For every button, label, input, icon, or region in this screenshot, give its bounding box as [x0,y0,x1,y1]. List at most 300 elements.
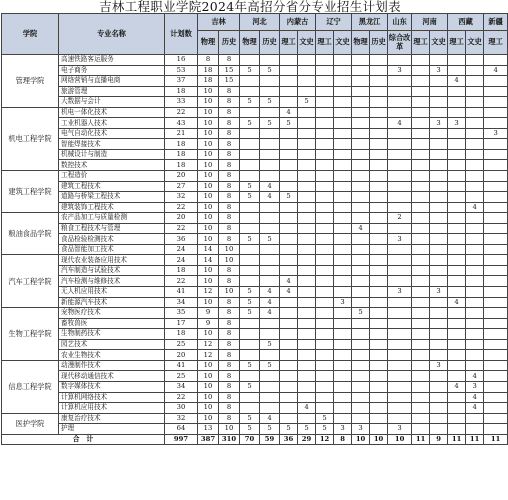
quota-cell [280,65,298,76]
plan-count-cell: 18 [165,265,198,276]
quota-cell [334,392,352,403]
quota-cell [370,213,388,224]
quota-cell [280,55,298,66]
quota-cell: 5 [280,192,298,203]
quota-cell: 5 [240,413,260,424]
quota-cell [298,392,316,403]
quota-cell: 3 [388,424,412,435]
quota-cell [280,86,298,97]
quota-cell [388,360,412,371]
quota-cell [316,329,334,340]
quota-cell [448,287,466,298]
quota-cell [298,181,316,192]
quota-cell [430,97,448,108]
quota-cell [412,255,430,266]
quota-cell: 4 [280,287,298,298]
quota-cell: 3 [430,360,448,371]
quota-cell: 12 [198,339,219,350]
table-row [2,55,508,66]
plan-count-header: 计划数 [165,14,198,55]
quota-cell [316,234,334,245]
quota-cell [298,192,316,203]
quota-cell [430,139,448,150]
quota-cell [388,255,412,266]
quota-cell: 5 [280,118,298,129]
quota-cell [448,413,466,424]
quota-cell [466,350,484,361]
quota-cell [240,55,260,66]
quota-cell [298,107,316,118]
quota-cell [484,181,508,192]
major-header: 专业名称 [59,14,165,55]
quota-cell [466,244,484,255]
subject-header: 历史 [260,31,280,55]
quota-cell [352,350,370,361]
table-row [2,287,508,298]
province-header: 河北 [240,14,280,31]
quota-cell [430,149,448,160]
quota-cell [484,339,508,350]
quota-cell [352,202,370,213]
quota-cell [484,255,508,266]
plan-count-cell: 32 [165,192,198,203]
quota-cell: 8 [219,55,240,66]
subject-header: 历史 [370,31,388,55]
quota-cell [466,128,484,139]
quota-cell [430,202,448,213]
quota-cell [280,329,298,340]
quota-cell [466,55,484,66]
quota-cell: 10 [198,371,219,382]
quota-cell [370,55,388,66]
quota-cell [412,139,430,150]
quota-cell: 8 [219,403,240,414]
quota-cell [448,160,466,171]
quota-cell [466,308,484,319]
table-row [2,118,508,129]
quota-cell [412,244,430,255]
quota-cell [334,171,352,182]
quota-cell [484,149,508,160]
quota-cell [260,265,280,276]
quota-cell [280,128,298,139]
table-row [2,297,508,308]
quota-cell: 4 [260,192,280,203]
quota-cell [412,265,430,276]
quota-cell [412,65,430,76]
quota-cell [240,371,260,382]
quota-cell: 10 [198,118,219,129]
province-header: 西藏 [448,14,484,31]
major-cell: 旅游管理 [59,86,165,97]
quota-cell [352,160,370,171]
quota-cell: 8 [219,297,240,308]
quota-cell [316,213,334,224]
quota-cell [280,381,298,392]
quota-cell: 3 [352,424,370,435]
quota-cell [430,297,448,308]
table-row [2,234,508,245]
plan-count-cell: 20 [165,171,198,182]
total-label: 合 计 [2,434,165,445]
subject-header: 文史 [334,31,352,55]
quota-cell [388,202,412,213]
quota-cell: 8 [219,213,240,224]
quota-cell [240,76,260,87]
quota-cell [260,160,280,171]
table-row [2,371,508,382]
quota-cell [484,97,508,108]
quota-cell [370,413,388,424]
quota-cell [448,371,466,382]
quota-cell: 8 [219,118,240,129]
quota-cell [430,213,448,224]
quota-cell: 5 [260,339,280,350]
quota-cell: 18 [198,65,219,76]
table-row [2,265,508,276]
quota-cell [370,403,388,414]
major-cell: 机械设计与制造 [59,149,165,160]
quota-cell: 10 [198,223,219,234]
quota-cell [240,160,260,171]
quota-cell: 10 [198,297,219,308]
quota-cell [466,76,484,87]
quota-cell [316,139,334,150]
table-row [2,223,508,234]
plan-count-cell: 43 [165,118,198,129]
quota-cell [298,139,316,150]
quota-cell [298,128,316,139]
quota-cell [240,276,260,287]
plan-count-cell: 53 [165,65,198,76]
quota-cell [334,403,352,414]
quota-cell [352,392,370,403]
major-cell: 粮食工程技术与管理 [59,223,165,234]
major-cell: 现代农业装备应用技术 [59,255,165,266]
quota-cell [484,318,508,329]
quota-cell [280,149,298,160]
quota-cell [370,65,388,76]
quota-cell [280,360,298,371]
plan-count-cell: 25 [165,371,198,382]
quota-cell [370,381,388,392]
college-cell: 医护学院 [2,413,59,434]
subject-header: 综合改革 [388,31,412,55]
quota-cell [412,86,430,97]
quota-cell [448,276,466,287]
enrollment-plan-table [1,13,508,445]
quota-cell: 5 [240,192,260,203]
quota-cell [240,318,260,329]
quota-cell [280,308,298,319]
plan-count-cell: 34 [165,381,198,392]
major-cell: 畜牧兽医 [59,318,165,329]
major-cell: 康复治疗技术 [59,413,165,424]
quota-cell [280,139,298,150]
major-cell: 工程造价 [59,171,165,182]
quota-cell: 5 [316,424,334,435]
table-row [2,202,508,213]
quota-cell [412,297,430,308]
quota-cell [370,424,388,435]
quota-cell [430,424,448,435]
quota-cell [334,202,352,213]
table-row [2,403,508,414]
quota-cell: 3 [466,381,484,392]
quota-cell [370,234,388,245]
quota-cell: 4 [260,308,280,319]
quota-cell [334,255,352,266]
quota-cell [466,97,484,108]
table-row [2,424,508,435]
quota-cell: 5 [240,287,260,298]
quota-cell: 8 [219,381,240,392]
quota-cell: 5 [298,424,316,435]
quota-cell [260,244,280,255]
quota-cell [484,244,508,255]
quota-cell: 5 [260,360,280,371]
quota-cell [388,97,412,108]
quota-cell [260,202,280,213]
table-row [2,192,508,203]
quota-cell: 5 [240,297,260,308]
quota-cell: 12 [198,350,219,361]
quota-cell [466,360,484,371]
quota-cell [352,265,370,276]
table-row [2,276,508,287]
quota-cell [388,403,412,414]
quota-cell [334,149,352,160]
college-cell: 粮油食品学院 [2,213,59,255]
quota-cell [316,350,334,361]
quota-cell [370,192,388,203]
table-row [2,381,508,392]
quota-cell [412,318,430,329]
quota-cell [466,318,484,329]
quota-cell [448,392,466,403]
quota-cell [280,350,298,361]
quota-cell [316,371,334,382]
quota-cell: 4 [448,76,466,87]
quota-cell [334,371,352,382]
quota-cell [352,118,370,129]
quota-cell: 8 [219,149,240,160]
quota-cell: 8 [219,97,240,108]
quota-cell [412,118,430,129]
quota-cell: 4 [260,181,280,192]
quota-cell [280,244,298,255]
quota-cell [484,371,508,382]
quota-cell [334,181,352,192]
quota-cell: 10 [219,255,240,266]
quota-cell [260,318,280,329]
quota-cell [448,139,466,150]
quota-cell [334,276,352,287]
quota-cell [334,234,352,245]
quota-cell [448,213,466,224]
quota-cell [316,65,334,76]
college-header: 学院 [2,14,59,55]
quota-cell [334,223,352,234]
quota-cell [430,192,448,203]
quota-cell [484,329,508,340]
quota-cell [448,265,466,276]
quota-cell [370,318,388,329]
quota-cell [334,107,352,118]
quota-cell [388,128,412,139]
quota-cell [388,139,412,150]
quota-cell [352,255,370,266]
quota-cell [412,192,430,203]
major-cell: 机电一体化技术 [59,107,165,118]
subject-header: 文史 [466,31,484,55]
quota-cell [240,244,260,255]
quota-cell [298,360,316,371]
college-cell: 建筑工程学院 [2,171,59,213]
quota-cell [430,329,448,340]
quota-cell [484,171,508,182]
quota-cell [412,223,430,234]
quota-cell: 10 [219,287,240,298]
quota-cell [240,350,260,361]
total-cell: 11 [484,434,508,445]
quota-cell [430,381,448,392]
quota-cell [448,181,466,192]
plan-count-cell: 17 [165,318,198,329]
quota-cell [388,244,412,255]
quota-cell [280,371,298,382]
quota-cell: 3 [388,65,412,76]
quota-cell [448,171,466,182]
quota-cell [412,128,430,139]
quota-cell: 8 [219,350,240,361]
quota-cell [430,308,448,319]
quota-cell: 10 [198,97,219,108]
quota-cell [484,350,508,361]
quota-cell [370,107,388,118]
quota-cell [298,381,316,392]
subject-header: 物理 [198,31,219,55]
quota-cell [334,339,352,350]
quota-cell: 8 [219,107,240,118]
quota-cell: 8 [219,160,240,171]
major-cell: 智能焊接技术 [59,139,165,150]
quota-cell [448,329,466,340]
quota-cell [352,287,370,298]
quota-cell [280,413,298,424]
quota-cell [334,318,352,329]
quota-cell [240,107,260,118]
quota-cell [388,223,412,234]
quota-cell [388,308,412,319]
quota-cell [448,107,466,118]
quota-cell [448,308,466,319]
quota-cell: 9 [198,318,219,329]
quota-cell [334,128,352,139]
quota-cell [352,181,370,192]
quota-cell [466,139,484,150]
quota-cell [280,202,298,213]
quota-cell: 18 [198,76,219,87]
quota-cell [280,255,298,266]
quota-cell: 10 [198,160,219,171]
quota-cell [240,339,260,350]
quota-cell: 4 [260,287,280,298]
quota-cell [352,276,370,287]
quota-cell [240,403,260,414]
quota-cell [316,308,334,319]
quota-cell [298,118,316,129]
quota-cell [334,329,352,340]
quota-cell [412,308,430,319]
quota-cell [412,55,430,66]
quota-cell [370,160,388,171]
quota-cell [484,86,508,97]
quota-cell [316,403,334,414]
subject-header: 物理 [352,31,370,55]
quota-cell: 4 [280,276,298,287]
quota-cell [430,223,448,234]
plan-count-cell: 32 [165,413,198,424]
quota-cell [430,107,448,118]
province-header: 辽宁 [316,14,352,31]
quota-cell: 10 [198,107,219,118]
quota-cell: 14 [198,244,219,255]
quota-cell [448,55,466,66]
quota-cell [370,329,388,340]
quota-cell [448,223,466,234]
quota-cell [352,86,370,97]
quota-cell: 10 [219,244,240,255]
plan-count-cell: 35 [165,308,198,319]
table-row [2,171,508,182]
quota-cell: 8 [219,128,240,139]
quota-cell [388,339,412,350]
quota-cell [448,65,466,76]
quota-cell [484,287,508,298]
major-cell: 农业生物技术 [59,350,165,361]
quota-cell [484,160,508,171]
total-cell: 10 [370,434,388,445]
quota-cell: 8 [219,86,240,97]
quota-cell [412,392,430,403]
plan-count-cell: 18 [165,139,198,150]
quota-cell [298,308,316,319]
quota-cell: 8 [219,360,240,371]
quota-cell [484,139,508,150]
quota-cell [388,297,412,308]
table-row [2,139,508,150]
quota-cell [260,392,280,403]
quota-cell [448,149,466,160]
quota-cell [316,360,334,371]
quota-cell: 8 [219,139,240,150]
quota-cell [466,118,484,129]
quota-cell [352,234,370,245]
quota-cell [260,371,280,382]
quota-cell [412,181,430,192]
quota-cell [280,403,298,414]
quota-cell [430,350,448,361]
quota-cell [260,149,280,160]
quota-cell [352,192,370,203]
quota-cell [466,160,484,171]
plan-count-cell: 33 [165,97,198,108]
quota-cell: 4 [298,403,316,414]
quota-cell: 3 [334,297,352,308]
quota-cell [260,76,280,87]
table-row [2,149,508,160]
